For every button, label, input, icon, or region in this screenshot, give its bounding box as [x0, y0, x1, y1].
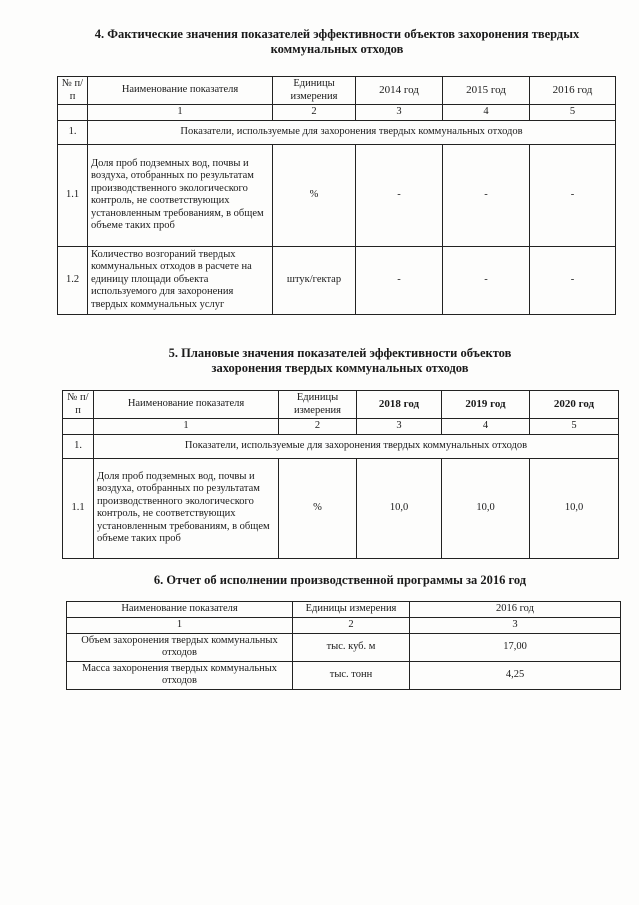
row-unit: штук/гектар	[273, 246, 356, 314]
col-header-year-2: 2015 год	[443, 77, 530, 105]
row-value-2: -	[443, 246, 530, 314]
row-value-1: 10,0	[357, 458, 442, 558]
table-header-row	[63, 391, 619, 419]
row-indicator-name: Доля проб подземных вод, почвы и воздуха, отобранных по результатам производственного экологического контроль, не соответствующих установленным требованиям, в общем объеме таких проб	[88, 144, 273, 246]
group-row	[58, 120, 616, 144]
index-cell: 2	[273, 105, 356, 121]
section6-title-text: 6. Отчет об исполнении производственной программы за 2016 год	[153, 573, 527, 587]
section6-table	[66, 601, 621, 690]
row-unit: %	[273, 144, 356, 246]
row-indicator-name: Доля проб подземных вод, почвы и воздуха, отобранных по результатам производственного экологического контроль, не соответствующих установленным требованиям, в общем объеме таких проб	[94, 458, 279, 558]
index-cell: 2	[293, 618, 410, 634]
table-row	[67, 633, 621, 661]
col-header-name: Наименование показателя	[88, 77, 273, 105]
table-row	[58, 144, 616, 246]
group-label: Показатели, используемые для захоронения твердых коммунальных отходов	[88, 120, 616, 144]
index-cell-empty	[63, 419, 94, 435]
section5-title-line2: захоронения твердых коммунальных отходов	[211, 361, 469, 375]
section4-title-line2: коммунальных отходов	[270, 42, 404, 56]
index-cell-empty	[58, 105, 88, 121]
row-indicator-name: Количество возгораний твердых коммунальных отходов в расчете на единицу площади объекта используемого для захоронения твердых коммунальных услуг	[88, 246, 273, 314]
col-header-name: Наименование показателя	[67, 602, 293, 618]
row-value-2: -	[443, 144, 530, 246]
table-row	[58, 246, 616, 314]
col-header-year-1: 2018 год	[357, 391, 442, 419]
index-cell: 3	[356, 105, 443, 121]
index-cell: 1	[88, 105, 273, 121]
row-unit: тыс. куб. м	[293, 633, 410, 661]
table-header-row	[67, 602, 621, 618]
col-header-unit: Единицы измерения	[273, 77, 356, 105]
group-num: 1.	[63, 434, 94, 458]
row-num: 1.1	[63, 458, 94, 558]
index-cell: 3	[410, 618, 621, 634]
index-cell: 1	[94, 419, 279, 435]
group-row	[63, 434, 619, 458]
row-unit: тыс. тонн	[293, 661, 410, 689]
index-cell: 4	[443, 105, 530, 121]
index-cell: 1	[67, 618, 293, 634]
row-value-2: 10,0	[442, 458, 530, 558]
col-header-num: № п/п	[63, 391, 94, 419]
row-indicator-name: Масса захоронения твердых коммунальных отходов	[67, 661, 293, 689]
index-cell: 4	[442, 419, 530, 435]
row-value-3: -	[530, 246, 616, 314]
row-num: 1.2	[58, 246, 88, 314]
row-unit: %	[279, 458, 357, 558]
col-header-year: 2016 год	[410, 602, 621, 618]
section5-title-line1: 5. Плановые значения показателей эффективности объектов	[168, 346, 512, 360]
group-label: Показатели, используемые для захоронения твердых коммунальных отходов	[94, 434, 619, 458]
row-value-3: 10,0	[530, 458, 619, 558]
col-header-year-1: 2014 год	[356, 77, 443, 105]
section4-title	[62, 27, 612, 57]
table-row	[67, 661, 621, 689]
col-header-year-2: 2019 год	[442, 391, 530, 419]
section6-title	[110, 573, 570, 588]
table-header-row	[58, 77, 616, 105]
section5-table	[62, 390, 619, 559]
row-value: 4,25	[410, 661, 621, 689]
col-header-year-3: 2020 год	[530, 391, 619, 419]
col-header-num: № п/п	[58, 77, 88, 105]
column-index-row	[67, 618, 621, 634]
section4-table	[57, 76, 616, 315]
row-indicator-name: Объем захоронения твердых коммунальных отходов	[67, 633, 293, 661]
section5-title	[90, 346, 590, 376]
col-header-unit: Единицы измерения	[293, 602, 410, 618]
section4-title-line1: 4. Фактические значения показателей эффективности объектов захоронения твердых	[94, 27, 580, 41]
col-header-year-3: 2016 год	[530, 77, 616, 105]
col-header-unit: Единицы измерения	[279, 391, 357, 419]
row-value: 17,00	[410, 633, 621, 661]
row-value-1: -	[356, 246, 443, 314]
index-cell: 2	[279, 419, 357, 435]
index-cell: 5	[530, 105, 616, 121]
index-cell: 3	[357, 419, 442, 435]
table-row	[63, 458, 619, 558]
row-num: 1.1	[58, 144, 88, 246]
row-value-1: -	[356, 144, 443, 246]
col-header-name: Наименование показателя	[94, 391, 279, 419]
group-num: 1.	[58, 120, 88, 144]
column-index-row	[58, 105, 616, 121]
index-cell: 5	[530, 419, 619, 435]
column-index-row	[63, 419, 619, 435]
row-value-3: -	[530, 144, 616, 246]
